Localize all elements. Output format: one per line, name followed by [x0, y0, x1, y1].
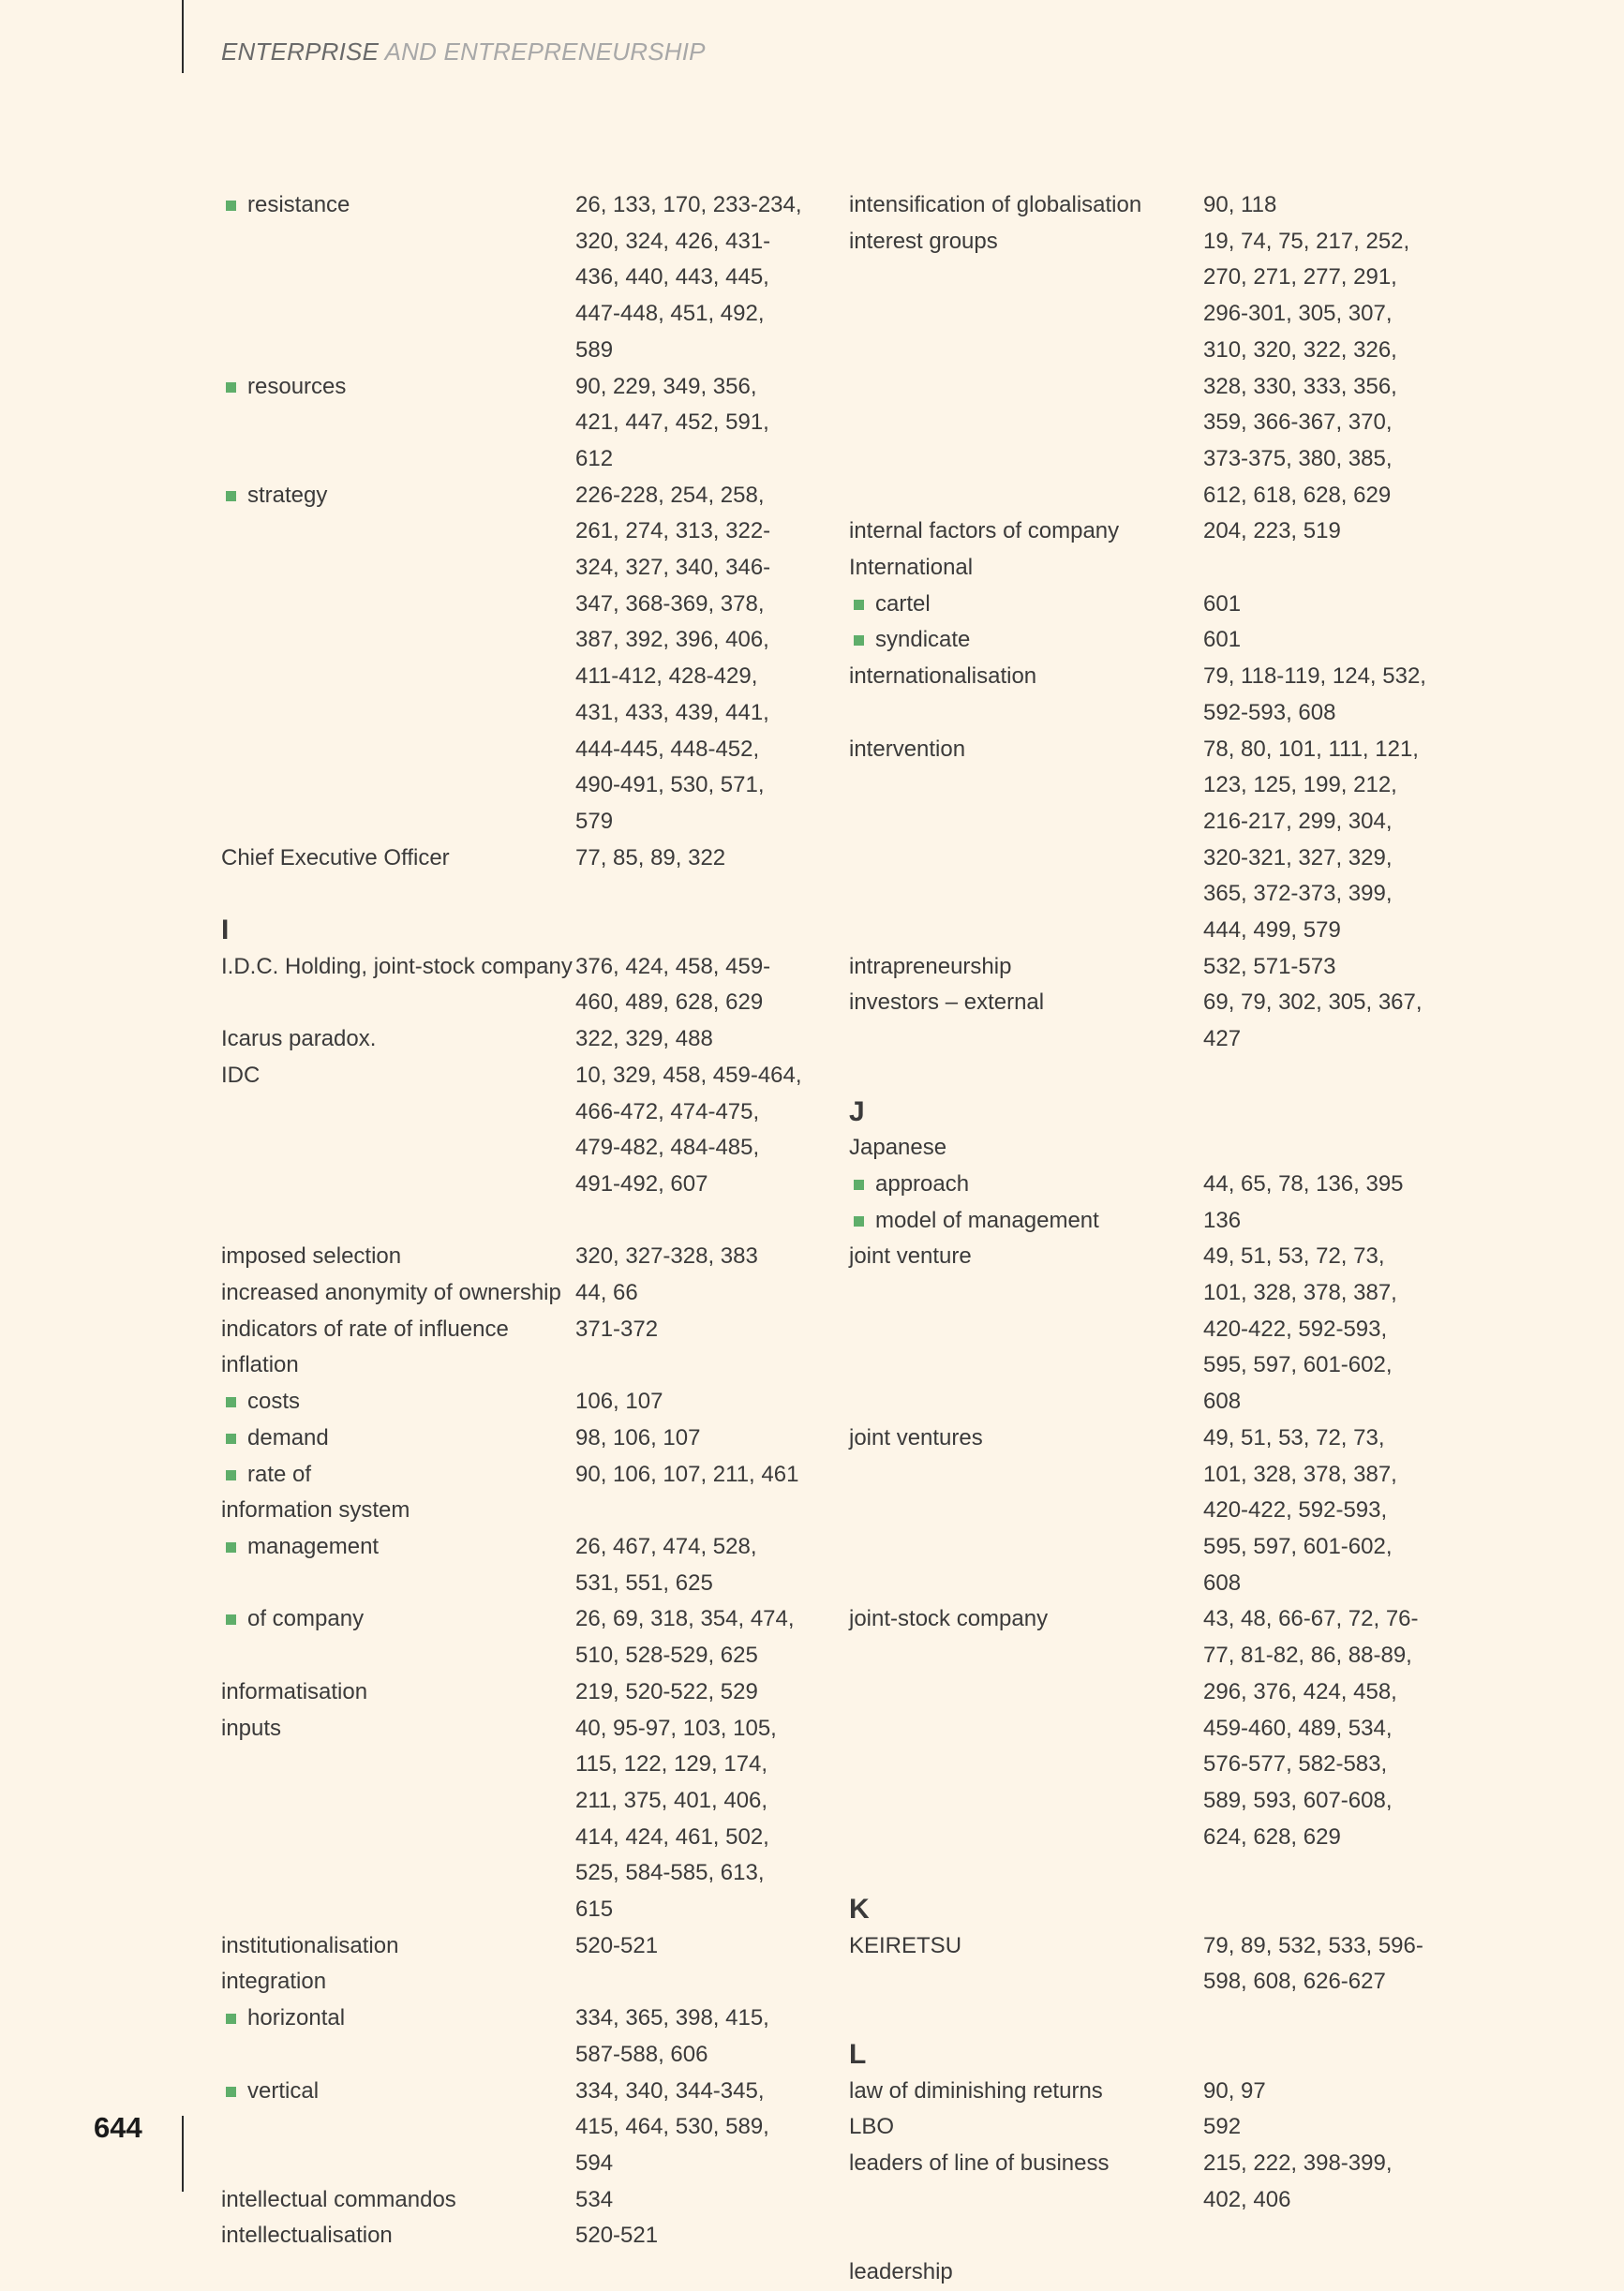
index-entry	[849, 513, 1430, 550]
index-page-refs: 106, 107	[575, 1389, 663, 1415]
index-entry	[849, 2146, 1430, 2218]
index-column-left	[221, 187, 802, 2254]
index-entry	[849, 1130, 1430, 1167]
index-entry	[849, 550, 1430, 587]
index-page-refs: 90, 118	[1203, 192, 1277, 217]
index-entry	[221, 1928, 802, 1965]
index-entry	[221, 1964, 802, 2001]
index-term: integration	[221, 1969, 327, 1995]
index-subentry	[221, 187, 802, 369]
index-page-refs: 79, 89, 532, 533, 596-598, 608, 626-627	[1203, 1932, 1423, 1995]
index-term: IDC	[221, 1062, 261, 1088]
running-head-part1: ENTERPRISE	[221, 37, 380, 66]
index-page-refs: 43, 48, 66-67, 72, 76-77, 81-82, 86, 88-89, 296, 376, 424, 458, 459-460, 489, 534, 576-577, 582-583, 589, 593, 607-608, 624, 628, 629	[1203, 1606, 1419, 1850]
index-page-refs: 334, 340, 344-345, 415, 464, 530, 589, 594	[575, 2077, 769, 2176]
index-subentry	[221, 1529, 802, 1601]
index-entry	[849, 2109, 1430, 2146]
index-term: internal factors of company	[849, 518, 1120, 544]
index-term: joint ventures	[849, 1424, 983, 1450]
running-head-part2: AND ENTREPRENEURSHIP	[384, 37, 706, 66]
index-entry	[221, 1674, 802, 1711]
index-term: intrapreneurship	[849, 953, 1012, 979]
index-page-refs	[1203, 2254, 1434, 2291]
index-entry	[221, 2218, 802, 2254]
index-term: inputs	[221, 1715, 282, 1741]
index-term: costs	[221, 1384, 575, 1421]
index-entry	[849, 1928, 1430, 2001]
index-entry	[221, 1058, 802, 1203]
index-page-refs	[575, 1493, 806, 1529]
index-page-refs: 90, 106, 107, 211, 461	[575, 1461, 799, 1487]
index-section-letter: I	[221, 915, 230, 946]
index-page-refs: 219, 520-522, 529	[575, 1678, 758, 1704]
index-entry	[849, 1601, 1430, 1855]
index-term: Chief Executive Officer	[221, 844, 450, 870]
index-page-refs	[575, 1964, 806, 2001]
index-page-refs: 26, 467, 474, 528, 531, 551, 625	[575, 1534, 757, 1596]
index-page-refs: 532, 571-573	[1203, 953, 1336, 979]
index-term: of company	[221, 1601, 575, 1674]
index-page-refs: 90, 97	[1203, 2077, 1266, 2104]
index-subentry	[221, 1601, 802, 1674]
index-page-refs: 69, 79, 302, 305, 367, 427	[1203, 989, 1423, 1052]
index-page-refs: 44, 65, 78, 136, 395	[1203, 1170, 1404, 1197]
index-entry	[221, 1021, 802, 1058]
index-page-refs: 204, 223, 519	[1203, 518, 1341, 544]
index-page-refs: 322, 329, 488	[575, 1026, 713, 1052]
index-section-letter: K	[849, 1894, 870, 1926]
index-term: strategy	[221, 478, 575, 841]
index-subentry	[849, 587, 1430, 623]
index-subentry	[221, 2074, 802, 2182]
index-term: institutionalisation	[221, 1932, 399, 1958]
index-entry	[221, 841, 802, 877]
index-page-refs	[1203, 1130, 1434, 1167]
index-term: intensification of globalisation	[849, 192, 1142, 217]
index-subentry	[221, 369, 802, 478]
index-term: KEIRETSU	[849, 1932, 962, 1958]
header-rule	[182, 0, 184, 73]
index-term: information system	[221, 1497, 410, 1524]
index-column-right	[849, 187, 1430, 2291]
index-term: increased anonymity of ownership	[221, 1280, 561, 1306]
index-term: intervention	[849, 736, 966, 762]
index-term: vertical	[221, 2074, 575, 2182]
index-entry	[849, 949, 1430, 986]
index-term: Icarus paradox.	[221, 1026, 377, 1052]
index-term: International	[849, 555, 974, 581]
index-page-refs: 334, 365, 398, 415, 587-588, 606	[575, 2005, 769, 2067]
index-subentry	[221, 478, 802, 841]
index-entry	[849, 732, 1430, 949]
index-entry	[849, 985, 1430, 1057]
index-term: intellectual commandos	[221, 2186, 456, 2212]
index-term: model of management	[849, 1203, 1203, 1240]
index-term: management	[221, 1529, 575, 1601]
index-page-refs	[1203, 550, 1434, 587]
index-term: joint venture	[849, 1243, 972, 1270]
footer-rule	[182, 2116, 184, 2192]
index-term: inflation	[221, 1352, 299, 1378]
index-term: indicators of rate of influence	[221, 1316, 509, 1342]
index-entry	[221, 1347, 802, 1384]
index-page-refs: 601	[1203, 627, 1242, 653]
index-term: imposed selection	[221, 1243, 402, 1270]
index-term: interest groups	[849, 228, 998, 254]
index-entry	[849, 659, 1430, 731]
index-term: rate of	[221, 1457, 575, 1494]
index-section-letter: L	[849, 2038, 867, 2070]
index-term: leadership	[849, 2259, 953, 2285]
index-page-refs: 26, 133, 170, 233-234, 320, 324, 426, 431-436, 440, 443, 445, 447-448, 451, 492, 589	[575, 192, 802, 363]
index-term: joint-stock company	[849, 1606, 1049, 1632]
index-subentry	[221, 1384, 802, 1421]
index-term: leaders of line of business	[849, 2150, 1110, 2176]
index-entry	[849, 187, 1430, 224]
index-entry	[849, 224, 1430, 514]
index-entry	[221, 1312, 802, 1348]
index-page-refs: 520-521	[575, 1932, 659, 1958]
index-page-refs: 320, 327-328, 383	[575, 1243, 758, 1270]
index-entry	[221, 1275, 802, 1312]
index-subentry	[849, 622, 1430, 659]
index-term: law of diminishing returns	[849, 2077, 1103, 2104]
index-subentry	[849, 1203, 1430, 1240]
index-page-refs: 215, 222, 398-399, 402, 406	[1203, 2150, 1393, 2212]
index-term: Japanese	[849, 1135, 947, 1161]
index-page-refs: 592	[1203, 2114, 1242, 2140]
index-entry	[221, 1239, 802, 1275]
index-page-refs: 44, 66	[575, 1280, 638, 1306]
page-number: 644	[94, 2111, 142, 2144]
index-page-refs: 601	[1203, 590, 1242, 617]
index-term: resistance	[221, 187, 575, 369]
index-page-refs: 136	[1203, 1207, 1242, 1233]
index-page-refs: 90, 229, 349, 356, 421, 447, 452, 591, 612	[575, 373, 769, 471]
index-page-refs: 49, 51, 53, 72, 73, 101, 328, 378, 387, 420-422, 592-593, 595, 597, 601-602, 608	[1203, 1424, 1397, 1596]
index-subentry	[849, 1167, 1430, 1203]
index-spacer	[849, 2218, 1430, 2254]
index-page-refs: 10, 329, 458, 459-464, 466-472, 474-475, 479-482, 484-485, 491-492, 607	[575, 1062, 802, 1197]
index-term: syndicate	[849, 622, 1203, 659]
index-entry	[221, 1493, 802, 1529]
index-page-refs	[575, 1347, 806, 1384]
index-term: demand	[221, 1421, 575, 1457]
index-section-letter: J	[849, 1095, 865, 1127]
index-subentry	[221, 1421, 802, 1457]
index-page-refs: 19, 74, 75, 217, 252, 270, 271, 277, 291, 296-301, 305, 307, 310, 320, 322, 326, 328, 330, 333, 356, 359, 366-367, 370, 373-375, 380, 385, 612, 618, 628, 629	[1203, 228, 1410, 508]
index-term: approach	[849, 1167, 1203, 1203]
index-term: cartel	[849, 587, 1203, 623]
index-page-refs: 77, 85, 89, 322	[575, 844, 726, 870]
index-term: internationalisation	[849, 663, 1037, 690]
index-subentry	[221, 2001, 802, 2073]
index-page-refs: 520-521	[575, 2223, 659, 2249]
index-term: resources	[221, 369, 575, 478]
index-subentry	[221, 1457, 802, 1494]
index-page-refs: 40, 95-97, 103, 105, 115, 122, 129, 174, 211, 375, 401, 406, 414, 424, 461, 502, 525, 584-585, 613, 615	[575, 1715, 777, 1923]
index-entry	[849, 2254, 1430, 2291]
index-entry	[849, 2074, 1430, 2110]
index-page-refs: 49, 51, 53, 72, 73, 101, 328, 378, 387, 420-422, 592-593, 595, 597, 601-602, 608	[1203, 1243, 1397, 1415]
index-term: investors – external	[849, 989, 1045, 1016]
index-page-refs: 78, 80, 101, 111, 121, 123, 125, 199, 212, 216-217, 299, 304, 320-321, 327, 329, 365, 372-373, 399, 444, 499, 579	[1203, 736, 1419, 944]
index-page-refs: 376, 424, 458, 459-460, 489, 628, 629	[575, 953, 771, 1016]
running-head	[221, 37, 706, 67]
index-page-refs: 79, 118-119, 124, 532, 592-593, 608	[1203, 663, 1426, 725]
index-term: intellectualisation	[221, 2223, 393, 2249]
index-entry	[849, 1421, 1430, 1602]
index-spacer	[221, 1203, 802, 1240]
index-term: LBO	[849, 2114, 895, 2140]
index-page-refs: 371-372	[575, 1316, 659, 1342]
index-entry	[221, 949, 802, 1021]
index-page-refs: 226-228, 254, 258, 261, 274, 313, 322-324, 327, 340, 346-347, 368-369, 378, 387, 392, 396, 406, 411-412, 428-429, 431, 433, 439, 441, 444-445, 448-452, 490-491, 530, 571, 579	[575, 482, 771, 834]
index-term: informatisation	[221, 1678, 368, 1704]
index-entry	[221, 2182, 802, 2219]
index-entry	[849, 1239, 1430, 1421]
index-term: horizontal	[221, 2001, 575, 2073]
index-page-refs: 98, 106, 107	[575, 1424, 701, 1450]
index-page-refs: 26, 69, 318, 354, 474, 510, 528-529, 625	[575, 1606, 795, 1669]
index-entry	[221, 1711, 802, 1928]
index-term: I.D.C. Holding, joint-stock company	[221, 953, 573, 979]
index-page-refs: 534	[575, 2186, 614, 2212]
